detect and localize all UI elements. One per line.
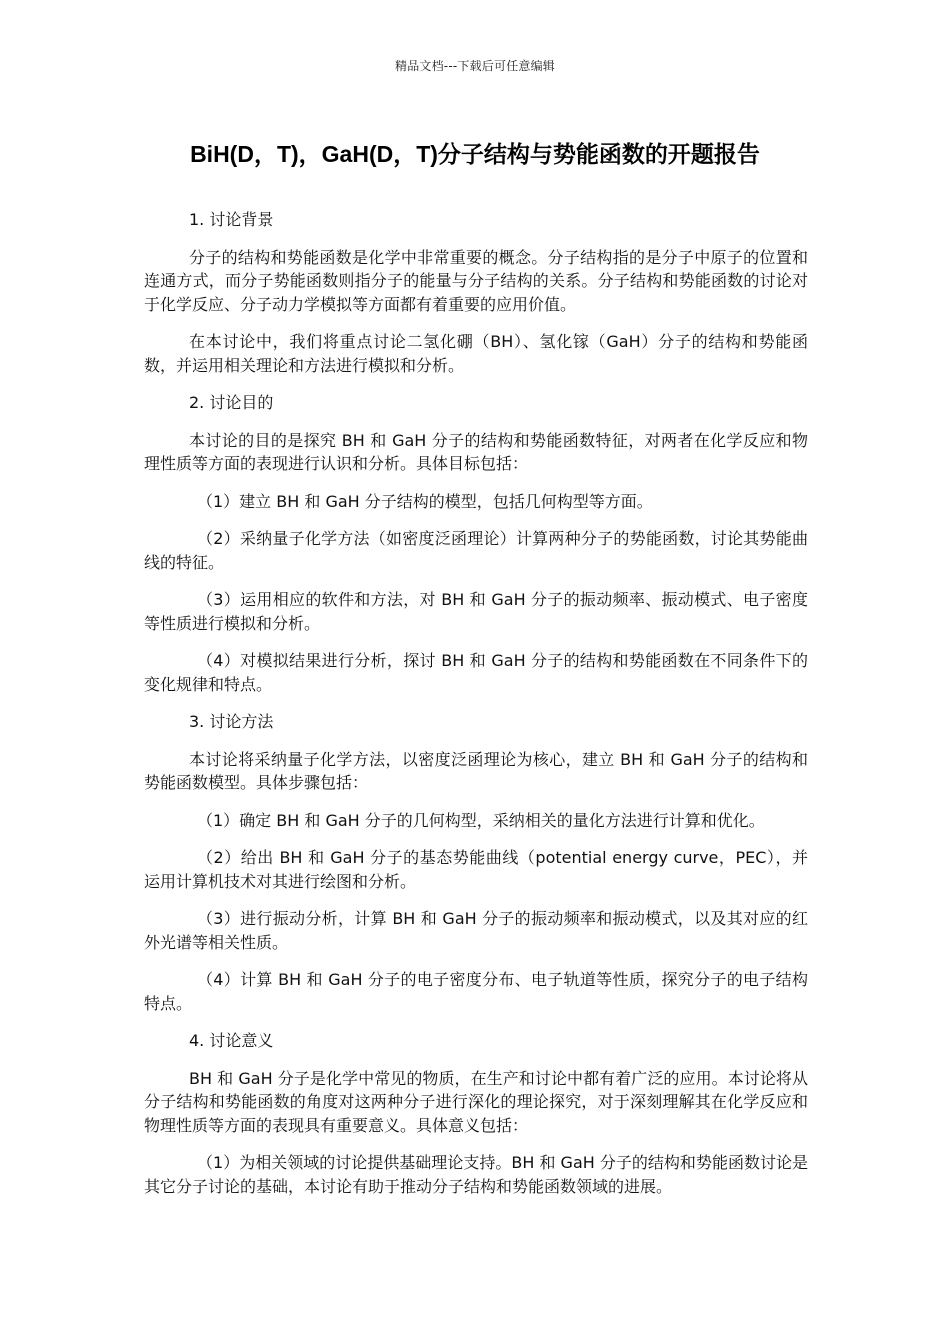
list-item-method-3: （3）进行振动分析，计算 BH 和 GaH 分子的振动频率和振动模式，以及其对应的红外光谱等相关性质。 (144, 909, 808, 952)
section-heading-purpose: 2. 讨论目的 (189, 393, 274, 412)
page-header-watermark: 精品文档---下载后可任意编辑 (395, 59, 555, 73)
list-item-method-4: （4）计算 BH 和 GaH 分子的电子密度分布、电子轨道等性质，探究分子的电子结构特点。 (144, 970, 808, 1013)
paragraph-method-intro: 本讨论将采纳量子化学方法，以密度泛函理论为核心，建立 BH 和 GaH 分子的结构和势能函数模型。具体步骤包括： (144, 749, 808, 792)
document-body (144, 208, 808, 1212)
section-heading-significance: 4. 讨论意义 (189, 1031, 274, 1050)
list-item-significance-1: （1）为相关领域的讨论提供基础理论支持。BH 和 GaH 分子的结构和势能函数讨论是其它分子讨论的基础，本讨论有助于推动分子结构和势能函数领域的进展。 (144, 1153, 808, 1196)
document-title: BiH(D，T)，GaH(D，T)分子结构与势能函数的开题报告 (190, 141, 760, 167)
section-heading-method: 3. 讨论方法 (189, 712, 274, 731)
list-item-purpose-3: （3）运用相应的软件和方法，对 BH 和 GaH 分子的振动频率、振动模式、电子密度等性质进行模拟和分析。 (144, 590, 808, 633)
paragraph-background-2: 在本讨论中，我们将重点讨论二氢化硼（BH）、氢化镓（GaH）分子的结构和势能函数，并运用相关理论和方法进行模拟和分析。 (144, 332, 808, 375)
list-item-purpose-4: （4）对模拟结果进行分析，探讨 BH 和 GaH 分子的结构和势能函数在不同条件下的变化规律和特点。 (144, 651, 808, 694)
list-item-purpose-2: （2）采纳量子化学方法（如密度泛函理论）计算两种分子的势能函数，讨论其势能曲线的特征。 (144, 529, 808, 572)
list-item-purpose-1: （1）建立 BH 和 GaH 分子结构的模型，包括几何构型等方面。 (197, 491, 653, 511)
list-item-method-2: （2）给出 BH 和 GaH 分子的基态势能曲线（potential energy curve，PEC），并运用计算机技术对其进行绘图和分析。 (144, 848, 808, 891)
paragraph-significance-intro: BH 和 GaH 分子是化学中常见的物质，在生产和讨论中都有着广泛的应用。本讨论将从分子结构和势能函数的角度对这两种分子进行深化的理论探究，对于深刻理解其在化学反应和物理性质等方面的表现具有重要意义。具体意义包括： (144, 1068, 808, 1135)
list-item-method-1: （1）确定 BH 和 GaH 分子的几何构型，采纳相关的量化方法进行计算和优化。 (197, 810, 765, 830)
section-heading-background: 1. 讨论背景 (189, 210, 274, 229)
paragraph-background-1: 分子的结构和势能函数是化学中非常重要的概念。分子结构指的是分子中原子的位置和连通方式，而分子势能函数则指分子的能量与分子结构的关系。分子结构和势能函数的讨论对于化学反应、分子动力学模拟等方面都有着重要的应用价值。 (144, 247, 808, 314)
paragraph-purpose-intro: 本讨论的目的是探究 BH 和 GaH 分子的结构和势能函数特征，对两者在化学反应和物理性质等方面的表现进行认识和分析。具体目标包括： (144, 430, 808, 473)
